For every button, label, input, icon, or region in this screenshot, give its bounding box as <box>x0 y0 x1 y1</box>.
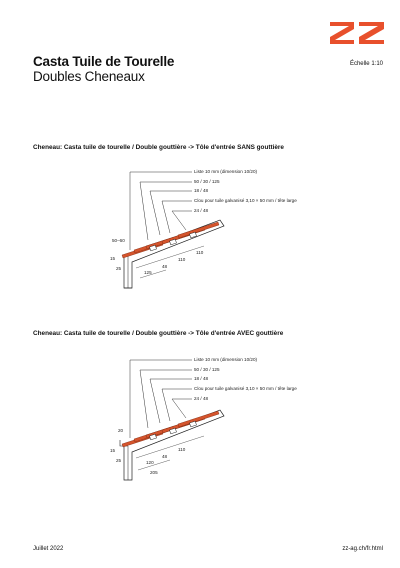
dimension-label: 110 <box>178 447 186 452</box>
dimension-label: 25 <box>116 266 122 271</box>
callout-text: 24 / 48 <box>194 396 209 401</box>
dimension-label: 50–60 <box>112 238 125 243</box>
dimension-label: 15 <box>110 448 116 453</box>
dimension-label: 15 <box>110 256 116 261</box>
roof-detail-drawing <box>100 348 330 488</box>
scale-label: Échelle 1:10 <box>349 61 383 67</box>
dimension-label: 205 <box>150 470 158 475</box>
roof-detail-drawing <box>100 160 330 300</box>
dimension-label: 125 <box>144 270 152 275</box>
dimension-label: 110 <box>178 257 186 262</box>
zz-logo <box>330 22 384 44</box>
footer-date: Juillet 2022 <box>33 546 64 552</box>
callout-text: 24 / 48 <box>194 208 209 213</box>
callout-text: 18 / 48 <box>194 188 209 193</box>
callout-text: 50 / 30 / 125 <box>194 179 220 184</box>
section-heading: Cheneau: Casta tuile de tourelle / Double gouttière -> Tôle d'entrée AVEC gouttière <box>33 330 284 337</box>
callout-text: Liste 10 mm (dimension 10/20) <box>194 169 258 174</box>
dimension-label: 25 <box>116 458 122 463</box>
page-subtitle: Doubles Cheneaux <box>33 69 145 84</box>
dimension-label: 110 <box>196 250 204 255</box>
footer-url[interactable]: zz-ag.ch/fr.html <box>342 546 383 552</box>
page-title: Casta Tuile de Tourelle <box>33 54 175 69</box>
callout-text: 18 / 48 <box>194 376 209 381</box>
dimension-label: 48 <box>162 264 168 269</box>
dimension-label: 48 <box>162 454 168 459</box>
callout-text: Liste 10 mm (dimension 10/20) <box>194 357 258 362</box>
callout-text: 50 / 30 / 125 <box>194 367 220 372</box>
dimension-label: 120 <box>146 460 154 465</box>
dimension-label: 20 <box>118 428 124 433</box>
callout-text: Clou pour tuile galvanisé 3,10 × 50 mm / tête large <box>194 198 297 203</box>
section-heading: Cheneau: Casta tuile de tourelle / Double gouttière -> Tôle d'entrée SANS gouttière <box>33 144 284 151</box>
callout-text: Clou pour tuile galvanisé 3,10 × 50 mm / tête large <box>194 386 297 391</box>
